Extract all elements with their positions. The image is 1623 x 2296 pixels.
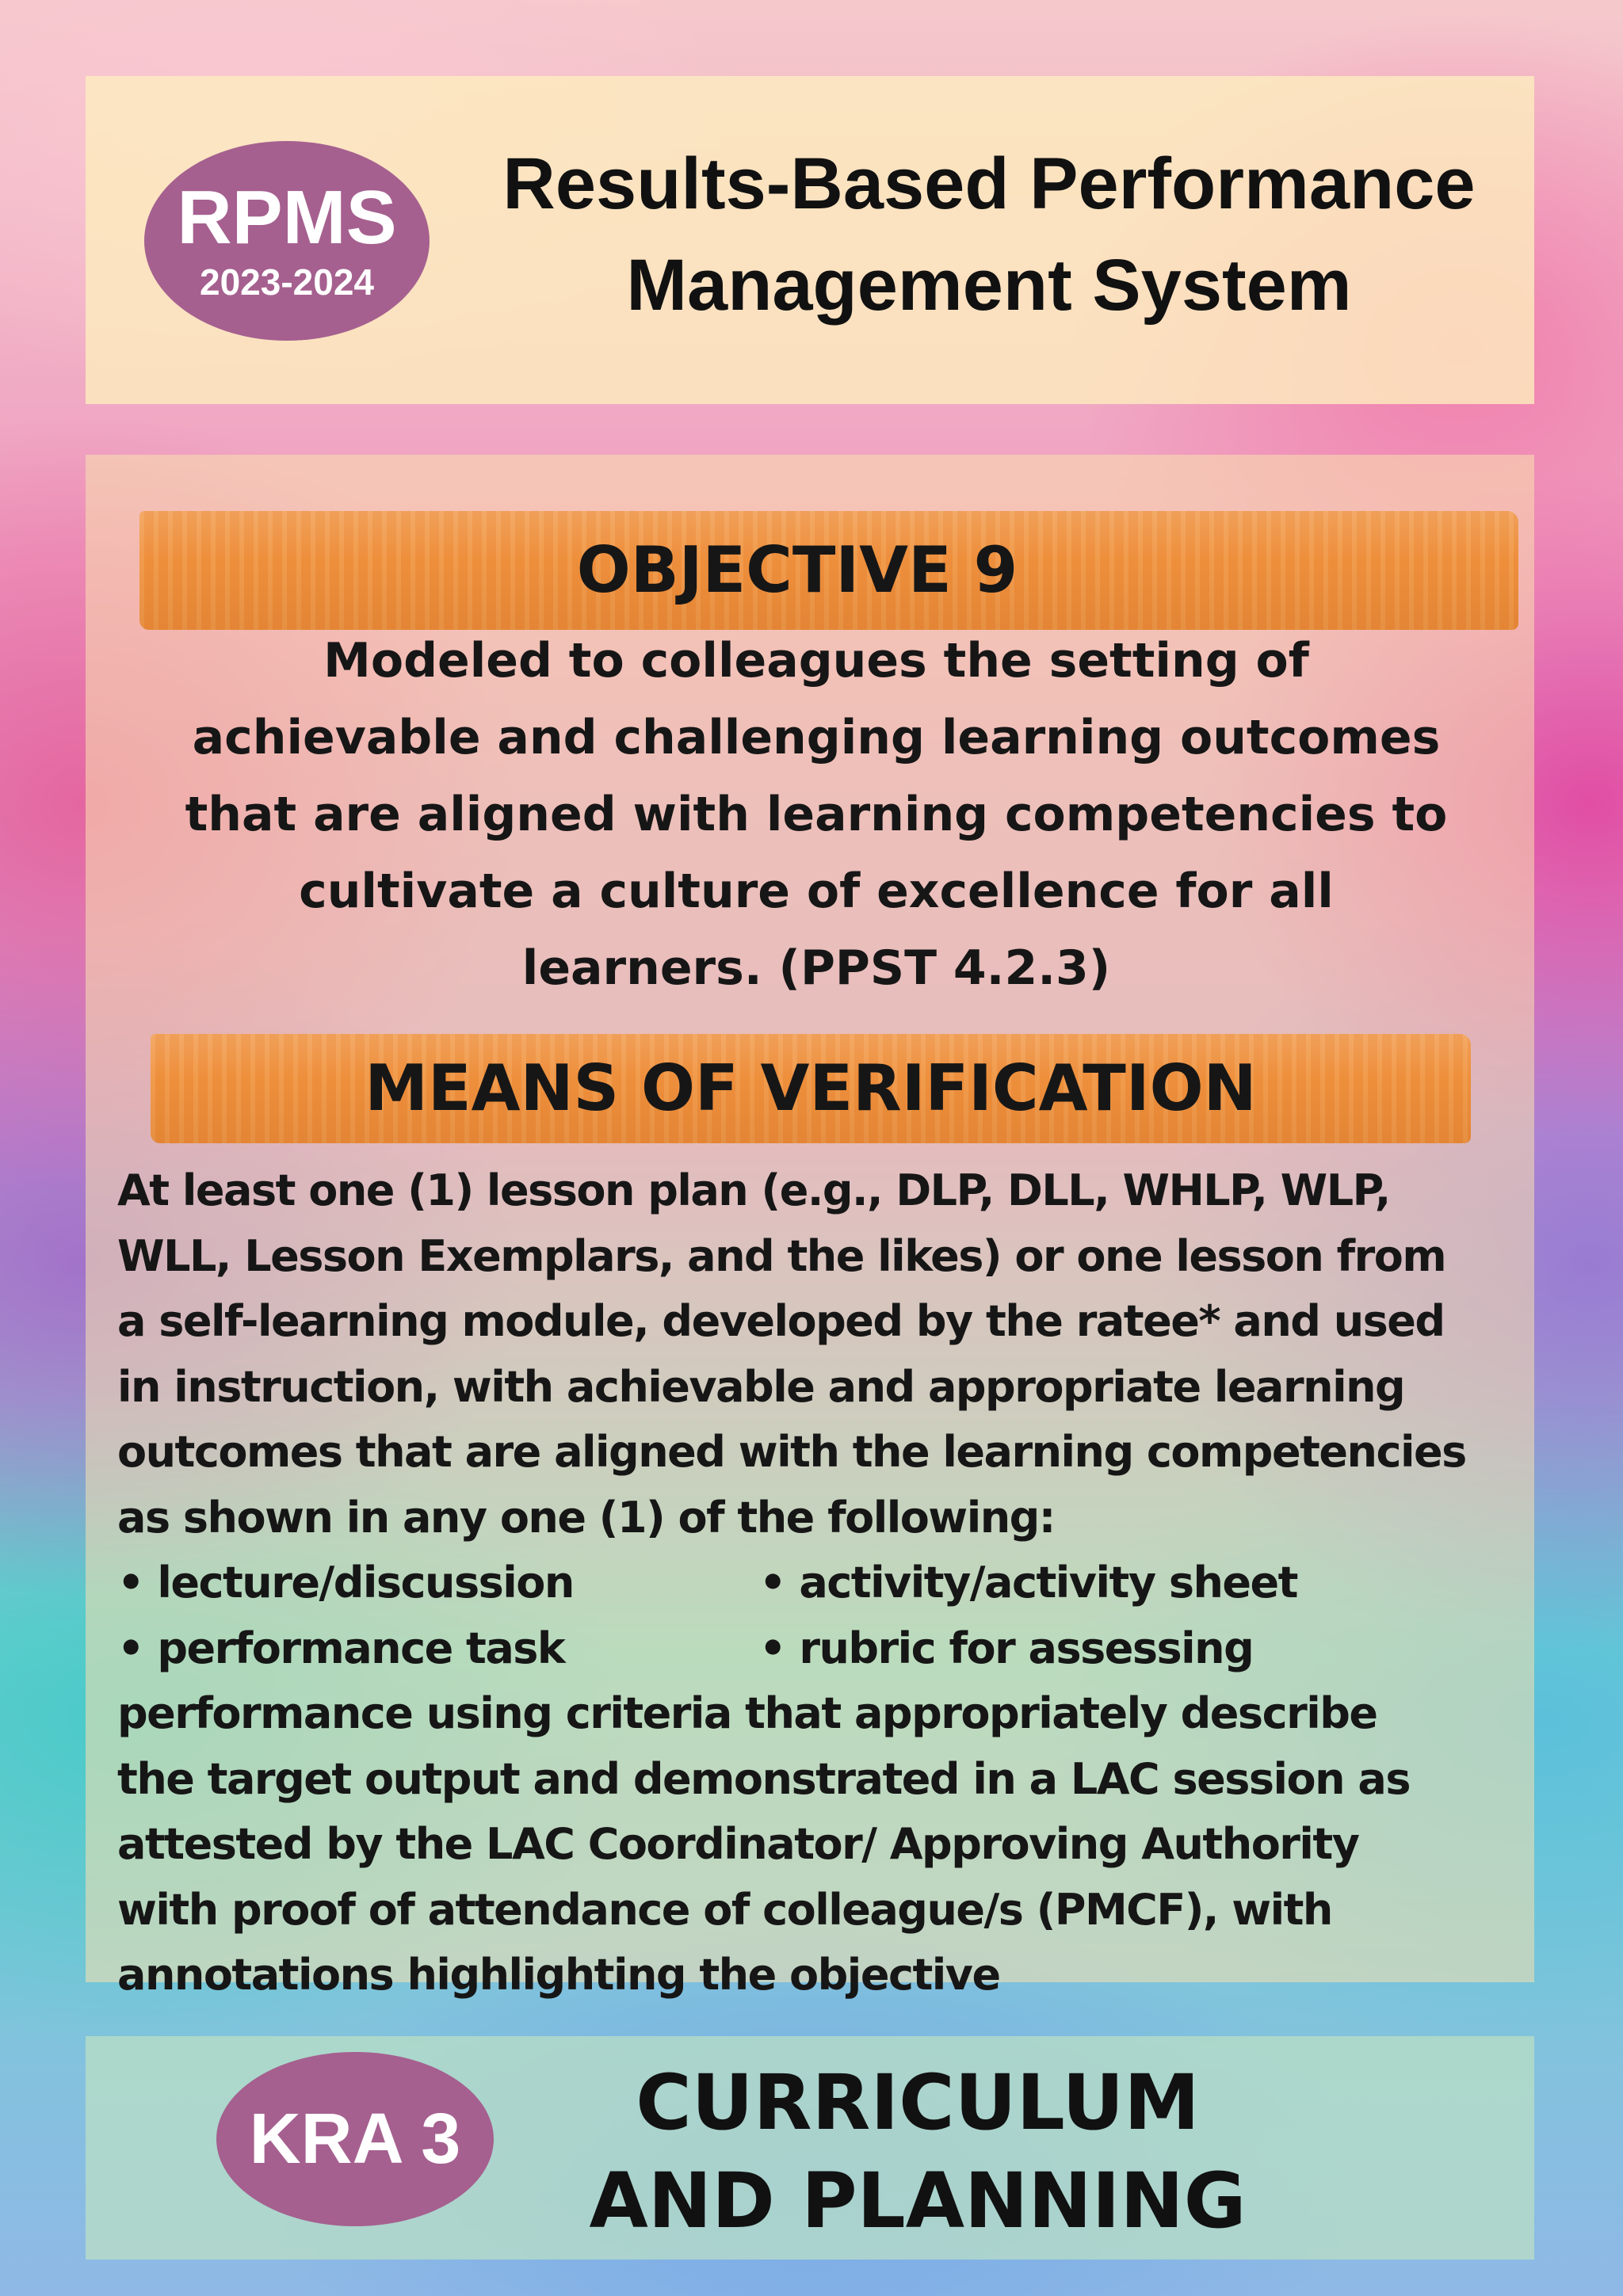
- rpms-badge-year: 2023-2024: [200, 261, 374, 303]
- bullet-item: • performance task: [117, 1623, 565, 1673]
- bullet-item: • rubric for assessing: [759, 1623, 1254, 1673]
- rpms-badge: [144, 141, 430, 341]
- bullet-item: • lecture/discussion: [117, 1558, 574, 1608]
- objective-line: achievable and challenging learning outcomes: [192, 710, 1441, 765]
- bullet-row: [117, 1616, 1528, 1682]
- objective-description: [119, 623, 1514, 1007]
- verification-line: At least one (1) lesson plan (e.g., DLP, DLL, WHLP, WLP,: [117, 1165, 1390, 1215]
- objective-heading: OBJECTIVE 9: [576, 533, 1018, 607]
- verification-line: outcomes that are aligned with the learning competencies: [117, 1427, 1466, 1477]
- verification-description: [117, 1158, 1528, 2008]
- kra-title-line-2: AND PLANNING: [589, 2157, 1247, 2245]
- verification-line: in instruction, with achievable and appropriate learning: [117, 1361, 1405, 1412]
- page-title: [442, 133, 1536, 336]
- verification-line: the target output and demonstrated in a LAC session as: [117, 1753, 1410, 1804]
- page-title-line-1: Results-Based Performance: [502, 143, 1476, 224]
- kra-title-line-1: CURRICULUM: [636, 2058, 1200, 2147]
- page-title-line-2: Management System: [626, 245, 1352, 326]
- verification-line: annotations highlighting the objective: [117, 1950, 1000, 2000]
- header-panel: [86, 76, 1534, 404]
- verification-line: with proof of attendance of colleague/s (PMCF), with: [117, 1884, 1332, 1935]
- verification-heading: MEANS OF VERIFICATION: [365, 1051, 1257, 1125]
- objective-line: learners. (PPST 4.2.3): [521, 940, 1111, 996]
- verification-line: attested by the LAC Coordinator/ Approving Authority: [117, 1819, 1359, 1869]
- verification-line: performance using criteria that appropriately describe: [117, 1688, 1377, 1738]
- objective-line: Modeled to colleagues the setting of: [323, 633, 1309, 688]
- footer-panel: [86, 2036, 1534, 2260]
- kra-badge: KRA 3: [216, 2052, 494, 2226]
- rpms-badge-title: RPMS: [177, 175, 397, 260]
- verification-line: as shown in any one (1) of the following:: [117, 1492, 1055, 1543]
- bullet-item: • activity/activity sheet: [759, 1558, 1297, 1608]
- verification-line: a self-learning module, developed by the ratee* and used: [117, 1296, 1445, 1346]
- bullet-row: [117, 1550, 1528, 1616]
- objective-line: that are aligned with learning competencies to: [185, 787, 1448, 842]
- objective-line: cultivate a culture of excellence for all: [299, 864, 1334, 919]
- kra-title: [498, 2054, 1338, 2250]
- verification-line: WLL, Lesson Exemplars, and the likes) or one lesson from: [117, 1230, 1446, 1281]
